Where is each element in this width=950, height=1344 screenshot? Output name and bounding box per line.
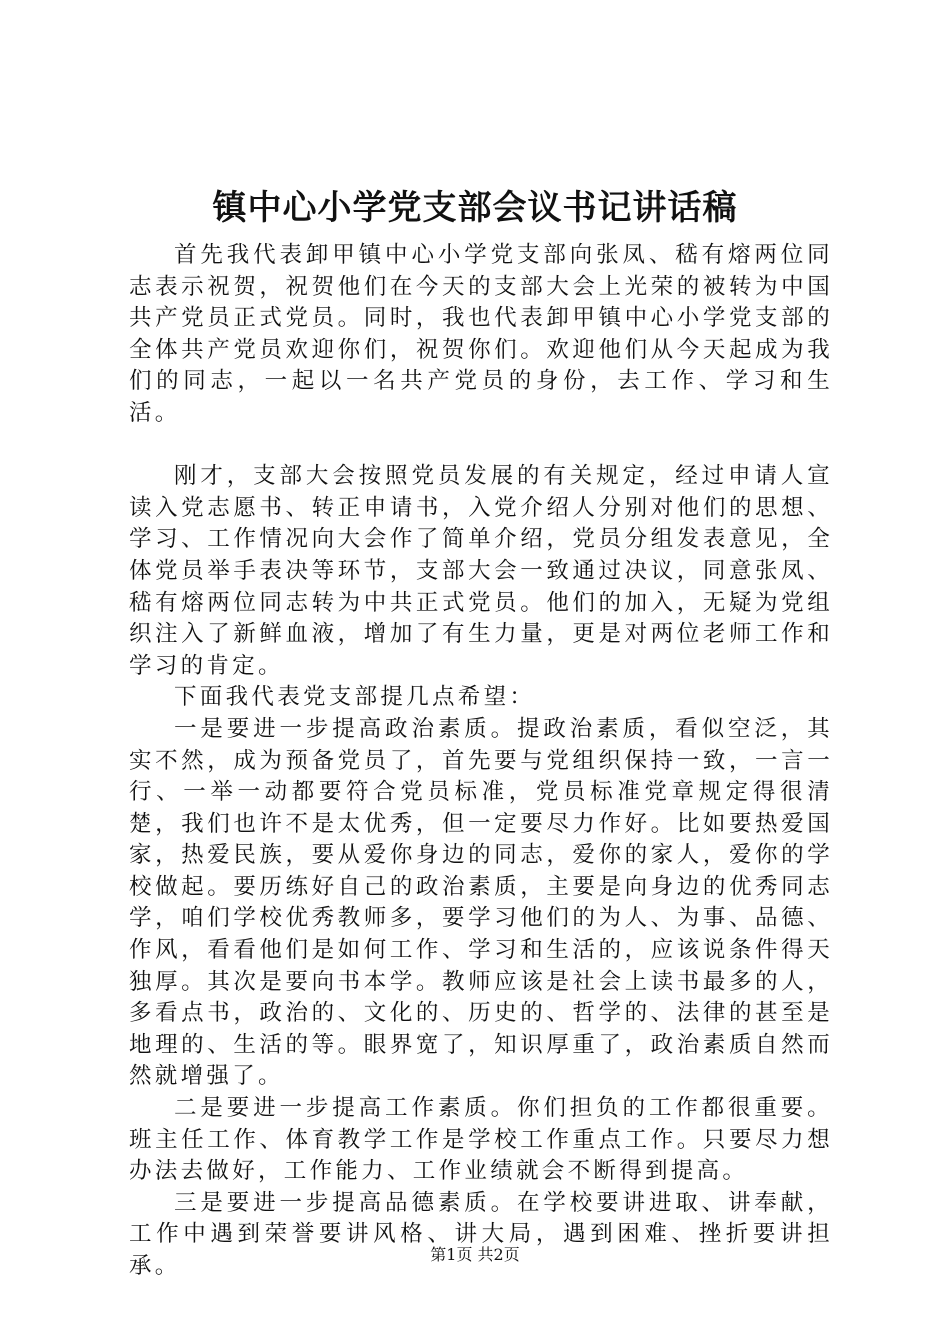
document-title: 镇中心小学党支部会议书记讲话稿: [212, 188, 738, 228]
paragraph-meeting-process: 刚才，支部大会按照党员发展的有关规定，经过申请人宣读入党志愿书、转正申请书，入党介绍人分别对他们的思想、学习、工作情况向大会作了简单介绍，党员分组发表意见，全体党员举手表决等环节，支部大会一致通过决议，同意张凤、嵇有熔两位同志转为中共正式党员。他们的加入，无疑为党组织注入了新鲜血液，增加了有生力量，更是对两位老师工作和学习的肯定。: [129, 463, 833, 679]
paragraph-political-quality: 一是要进一步提高政治素质。提政治素质，看似空泛，其实不然，成为预备党员了，首先要与党组织保持一致，一言一行、一举一动都要符合党员标准，党员标准党章规定得很清楚，我们也许不是太优秀，但一定要尽力作好。比如要热爱国家，热爱民族，要从爱你身边的同志，爱你的家人，爱你的学校做起。要历练好自己的政治素质，主要是向身边的优秀同志学，咱们学校优秀教师多，要学习他们的为人、为事、品德、作风，看看他们是如何工作、学习和生活的，应该说条件得天独厚。其次是要向书本学。教师应该是社会上读书最多的人，多看点书，政治的、文化的、历史的、哲学的、法律的甚至是地理的、生活的等。眼界宽了，知识厚重了，政治素质自然而然就增强了。: [129, 715, 833, 1090]
paragraph-congratulations: 首先我代表卸甲镇中心小学党支部向张凤、嵇有熔两位同志表示祝贺，祝贺他们在今天的支部大会上光荣的被转为中国共产党员正式党员。同时，我也代表卸甲镇中心小学党支部的全体共产党员欢迎你们，祝贺你们。欢迎他们从今天起成为我们的同志，一起以一名共产党员的身份，去工作、学习和生活。: [129, 242, 833, 426]
paragraph-moral-quality: 三是要进一步提高品德素质。在学校要讲进取、讲奉献，工作中遇到荣誉要讲风格、讲大局，遇到困难、挫折要讲担承。: [129, 1189, 833, 1279]
paragraph-work-quality: 二是要进一步提高工作素质。你们担负的工作都很重要。班主任工作、体育教学工作是学校工作重点工作。只要尽力想办法去做好，工作能力、工作业绩就会不断得到提高。: [129, 1095, 833, 1185]
paragraph-hopes-intro: 下面我代表党支部提几点希望：: [174, 684, 536, 711]
page-number-footer: 第1页 共2页: [430, 1245, 520, 1264]
document-body: [129, 240, 833, 1283]
